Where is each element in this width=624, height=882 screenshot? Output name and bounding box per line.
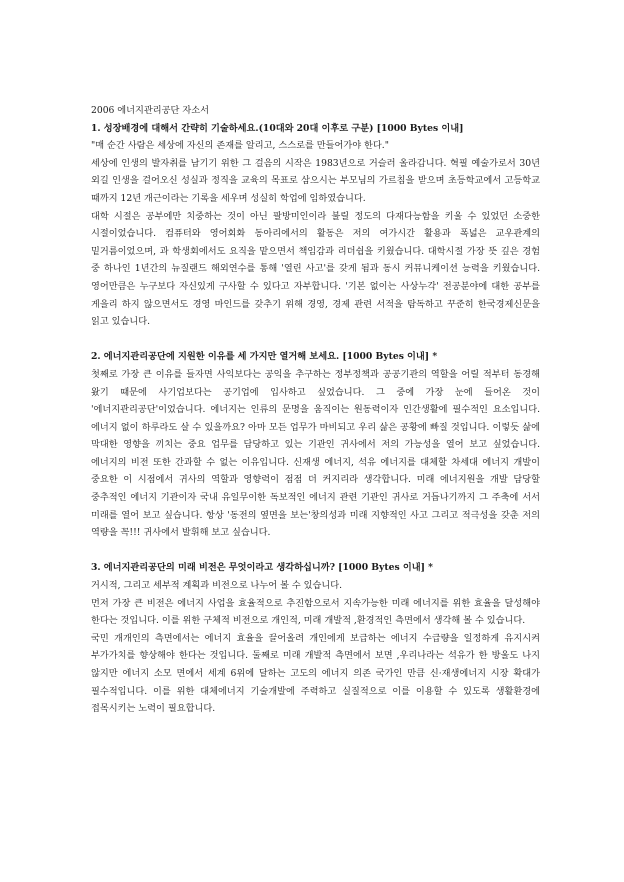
answer-3-paragraph-2: 먼저 가장 큰 비전은 에너지 사업을 효율적으로 추진함으로서 지속가능한 미래 에너지를 위한 효율을 달성해야 한다는 것입니다. 이를 위한 구체적 비전으로 개인적, 미래 개발적 ,환경적인 측면에서 생각해 볼 수 있습니다. (91, 597, 540, 627)
question-3: 3. 에너지관리공단의 미래 비전은 무엇이라고 생각하십니까? [1000 Bytes 이내] * (91, 562, 433, 574)
answer-1-paragraph-1: 세상에 인생의 발자취를 남기기 위한 그 걸음의 시작은 1983년으로 거슬러 올라갑니다. 혁필 예술가로서 30년 외길 인생을 걸어오신 성실과 정직을 교육의 목표로 삼으시는 부모님의 가르침을 받으며 초등학교에서 고등학교 때까지 12년 개근이라는 기록을 세우며 성실히 학업에 임하였습니다. (91, 157, 540, 204)
answer-2-paragraph-1: 첫째로 가장 큰 이유를 들자면 사익보다는 공익을 추구하는 정부정책과 공공기관의 역할을 어릴 적부터 동경해 왔기 때문에 사기업보다는 공기업에 입사하고 싶었습니다. 그 중에 가장 눈에 들어온 것이 '에너지관리공단'이었습니다. 에너지는 인류의 문명을 움직이는 원동력이자 인간생활에 필수적인 요소입니다. 에너지 없이 하루라도 살 수 있을까요? 아마 모든 업무가 마비되고 우리 삶은 공황에 빠질 것입니다. 이렇듯 삶에 막대한 영향을 끼치는 중요 업무를 담당하고 있는 기관인 귀사에서 저의 가능성을 열어 보고 싶었습니다. 에너지의 비전 또한 간과할 수 없는 이유입니다. 신재생 에너지, 석유 에너지를 대체할 차세대 에너지 개발이 중요한 이 시점에서 귀사의 역할과 영향력이 점점 더 커지리라 생각합니다. 미래 에너지원을 개발 담당할 중추적인 에너지 기관이자 국내 유일무이한 독보적인 에너지 관련 기관인 귀사로 거듭나기까지 그 주축에 서서 미래를 열어 보고 싶습니다. 항상 '동전의 옆면을 보는'창의성과 미래 지향적인 사고 그리고 적극성을 갖춘 저의 역량을 꼭!!! 귀사에서 발휘해 보고 싶습니다. (91, 368, 540, 539)
section-1 (91, 120, 540, 331)
answer-1-quote: "매 순간 사람은 세상에 자신의 존재를 알리고, 스스로를 만들어가야 한다." (91, 140, 389, 152)
section-2 (91, 348, 540, 542)
section-spacer (91, 542, 540, 560)
answer-3-paragraph-3: 국민 개개인의 측면에서는 에너지 효율을 끌어올려 개인에게 보급하는 에너지 수급량을 일정하게 유지시켜 부가가치를 향상해야 한다는 것입니다. 둘째로 미래 개발적 측면에서 보면 ,우리나라는 석유가 한 방울도 나지 않지만 에너지 소모 면에서 세계 6위에 달하는 고도의 에너지 의존 국가인 만큼 신·재생에너지 시장 확대가 필수적입니다. 이를 위한 대체에너지 기술개발에 주력하고 실질적으로 이를 이용할 수 있도록 생활환경에 접목시키는 노력이 필요합니다. (91, 632, 540, 715)
question-1: 1. 성장배경에 대해서 간략히 기술하세요.(10대와 20대 이후로 구분) [1000 Bytes 이내] (91, 122, 464, 134)
answer-1-paragraph-2: 대학 시절은 공부에만 치중하는 것이 아닌 팔방미인이라 불릴 정도의 다재다능함을 키울 수 있었던 소중한 시절이었습니다. 컴퓨터와 영어회화 동아리에서의 활동은 저의 여가시간 활용과 폭넓은 교우관계의 밑거름이었으며, 과 학생회에서도 요직을 맡으면서 책임감과 리더쉽을 키웠습니다. 대학시절 가장 뜻 깊은 경험 중 하나인 1년간의 뉴질랜드 해외연수를 통해 '열린 사고'를 갖게 됨과 동시 커뮤니케이션 능력을 키웠습니다. 영어만큼은 누구보다 자신있게 구사할 수 있다고 자부합니다. '기본 없이는 사상누각' 전공분야에 대한 공부를 게을리 하지 않으면서도 경영 마인드를 갖추기 위해 경영, 경제 관련 서적을 탐독하고 꾸준히 한국경제신문을 읽고 있습니다. (91, 210, 540, 328)
question-2: 2. 에너지관리공단에 지원한 이유를 세 가지만 열거해 보세요. [1000 Bytes 이내] * (91, 351, 438, 363)
section-spacer (91, 331, 540, 349)
section-3 (91, 559, 540, 717)
answer-3-paragraph-1: 거시적, 그리고 세부적 계획과 비전으로 나누어 볼 수 있습니다. (91, 580, 343, 592)
document-title: 2006 에너지관리공단 자소서 (91, 105, 209, 116)
